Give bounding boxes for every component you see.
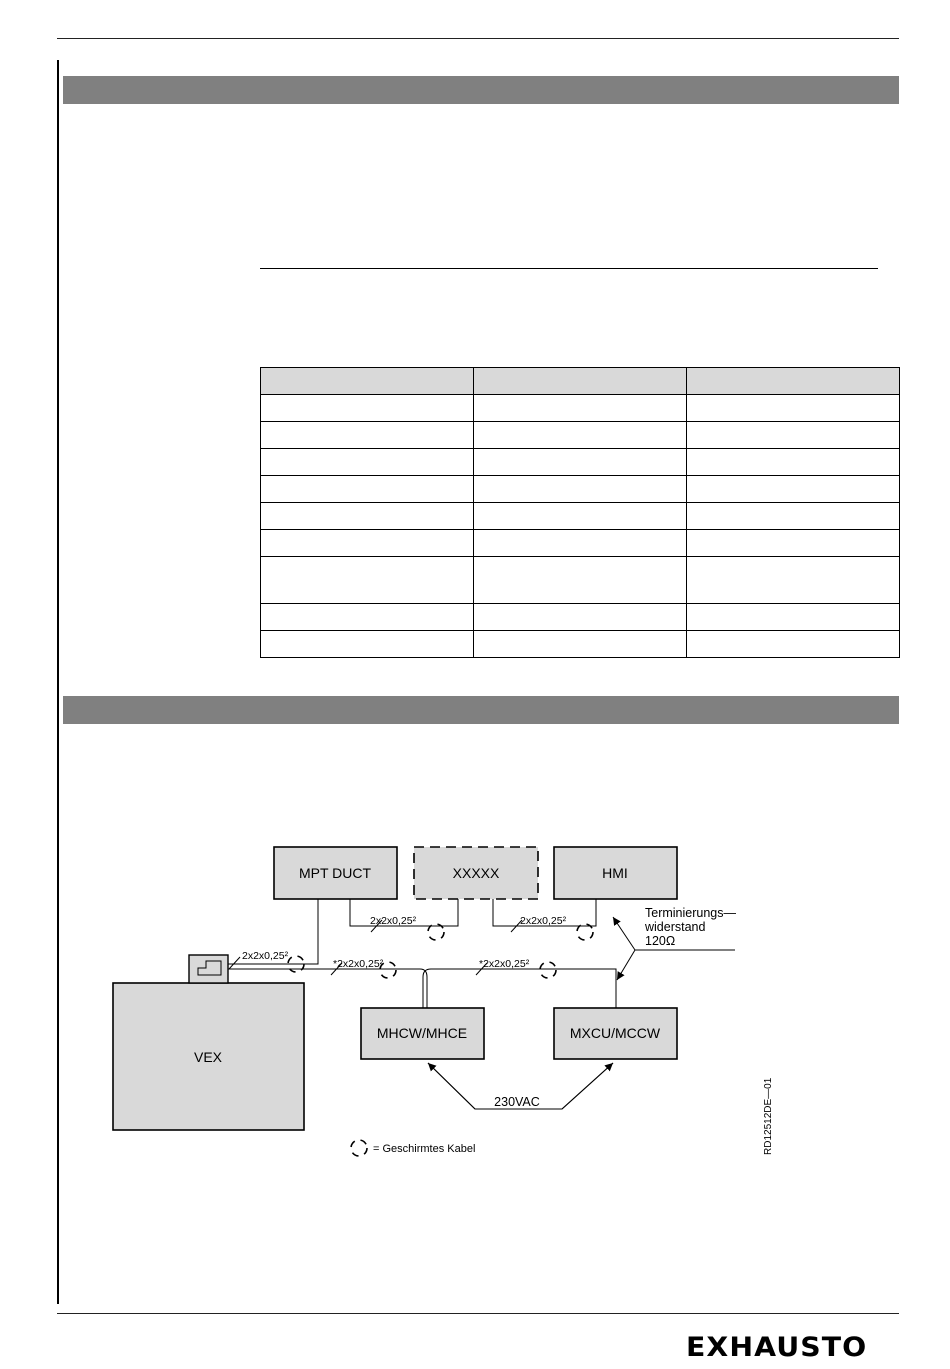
section-header-bar-2 <box>63 696 899 724</box>
left-margin-rule <box>57 60 59 1304</box>
shield-legend-icon <box>351 1140 367 1156</box>
vex-connector-box <box>189 955 228 983</box>
cable-label: 2x2x0,25² <box>242 950 289 962</box>
drawing-reference: RD12512DE—01 <box>763 1077 774 1155</box>
table-row <box>261 557 900 604</box>
vex-label: VEX <box>193 1049 223 1065</box>
table-row <box>261 395 900 422</box>
table-row <box>261 449 900 476</box>
mhcw-box <box>361 1008 484 1059</box>
table-header-row <box>261 368 900 395</box>
cable-label: *2x2x0,25² <box>333 958 384 970</box>
bottom-rule <box>57 1313 899 1314</box>
xxxxx-box <box>414 847 538 899</box>
legend-label: = Geschirmtes Kabel <box>373 1143 476 1155</box>
termination-label: widerstand <box>645 920 706 934</box>
cable-label: 2x2x0,25² <box>520 915 567 927</box>
termination-callout <box>613 906 737 980</box>
termination-value: 120Ω <box>645 934 676 948</box>
table-row <box>261 604 900 631</box>
termination-label: Terminierungs— <box>645 906 737 920</box>
hmi-box <box>554 847 677 899</box>
table-row <box>261 503 900 530</box>
cable-label: *2x2x0,25² <box>479 958 530 970</box>
section-header-bar-1 <box>63 76 899 104</box>
mpt-duct-box <box>274 847 397 899</box>
table-row <box>261 422 900 449</box>
power-label: 230VAC <box>494 1095 540 1109</box>
wiring-diagram <box>105 840 805 1170</box>
text-divider <box>260 268 878 269</box>
cable-label: 2x2x0,25² <box>370 915 417 927</box>
table-row <box>261 530 900 557</box>
mhcw-label: MHCW/MHCE <box>376 1025 468 1041</box>
exhausto-logo: EXHAUSTO <box>686 1332 868 1363</box>
table-row <box>261 631 900 658</box>
spec-table <box>260 367 900 658</box>
vex-box <box>113 983 304 1130</box>
table-row <box>261 476 900 503</box>
power-supply <box>428 1063 613 1109</box>
mxcu-box <box>554 1008 677 1059</box>
mxcu-label: MXCU/MCCW <box>569 1025 661 1041</box>
top-rule <box>57 38 899 39</box>
xxxxx-label: XXXXX <box>452 865 500 881</box>
hmi-label: HMI <box>602 865 628 881</box>
mpt-duct-label: MPT DUCT <box>298 865 372 881</box>
